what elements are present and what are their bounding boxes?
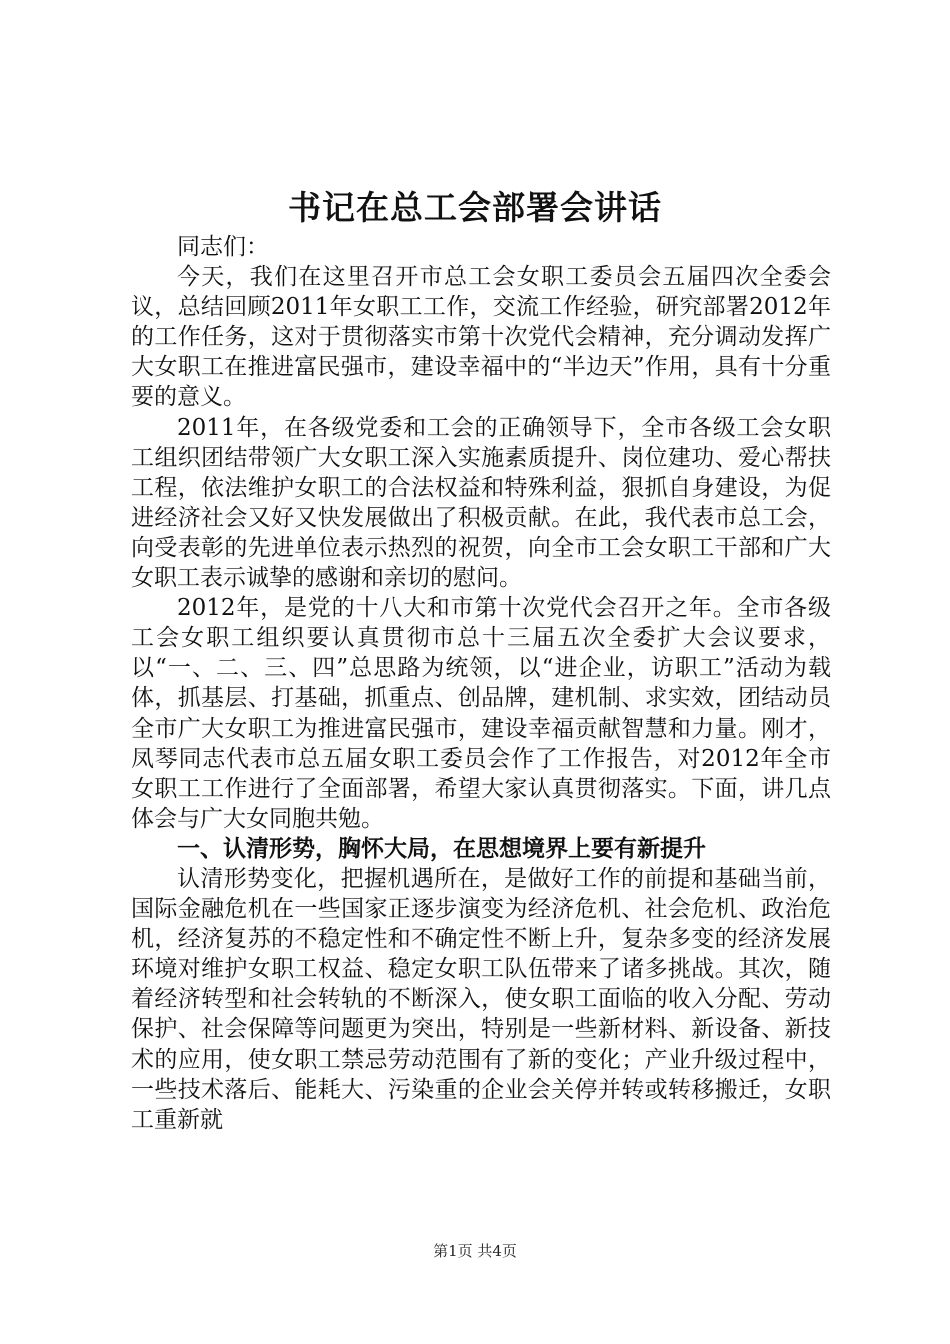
section-paragraph: 认清形势变化，把握机遇所在，是做好工作的前提和基础当前，国际金融危机在一些国家正逐步演变为经济危机、社会危机、政治危机，经济复苏的不稳定性和不确定性不断上升，复杂多变的经济发展环境对维护女职工权益、稳定女职工队伍带来了诸多挑战。其次，随着经济转型和社会转轨的不断深入，使女职工面临的收入分配、劳动保护、社会保障等问题更为突出，特别是一些新材料、新设备、新技术的应用，使女职工禁忌劳动范围有了新的变化；产业升级过程中，一些技术落后、能耗大、污染重的企业会关停并转或转移搬迁，女职工重新就 [131, 865, 831, 1133]
section-heading: 一、认清形势，胸怀大局，在思想境界上要有新提升 [177, 834, 706, 862]
salutation: 同志们： [177, 234, 269, 260]
paragraph-2011-review: 2011年，在各级党委和工会的正确领导下，全市各级工会女职工组织团结带领广大女职工深入实施素质提升、岗位建功、爱心帮扶工程，依法维护女职工的合法权益和特殊利益，狠抓自身建设，为促进经济社会又好又快发展做出了积极贡献。在此，我代表市总工会，向受表彰的先进单位表示热烈的祝贺，向全市工会女职工干部和广大女职工表示诚挚的感谢和亲切的慰问。 [131, 414, 831, 592]
paragraph-opening: 今天，我们在这里召开市总工会女职工委员会五届四次全委会议，总结回顾2011年女职工工作，交流工作经验，研究部署2012年的工作任务，这对于贯彻落实市第十次党代会精神，充分调动发挥广大女职工在推进富民强市，建设幸福中的“半边天”作用，具有十分重要的意义。 [131, 264, 831, 411]
document-body [131, 232, 831, 1135]
paragraph-2012-plan: 2012年，是党的十八大和市第十次党代会召开之年。全市各级工会女职工组织要认真贯彻市总十三届五次全委扩大会议要求，以“一、二、三、四”总思路为统领，以“进企业，访职工”活动为载体，抓基层、打基础，抓重点、创品牌，建机制、求实效，团结动员全市广大女职工为推进富民强市，建设幸福贡献智慧和力量。刚才，凤琴同志代表市总五届女职工委员会作了工作报告，对2012年全市女职工工作进行了全面部署，希望大家认真贯彻落实。下面，讲几点体会与广大女同胞共勉。 [131, 595, 831, 832]
page-indicator: 第1页 共4页 [433, 1242, 517, 1260]
page-title: 书记在总工会部署会讲话 [288, 188, 662, 227]
